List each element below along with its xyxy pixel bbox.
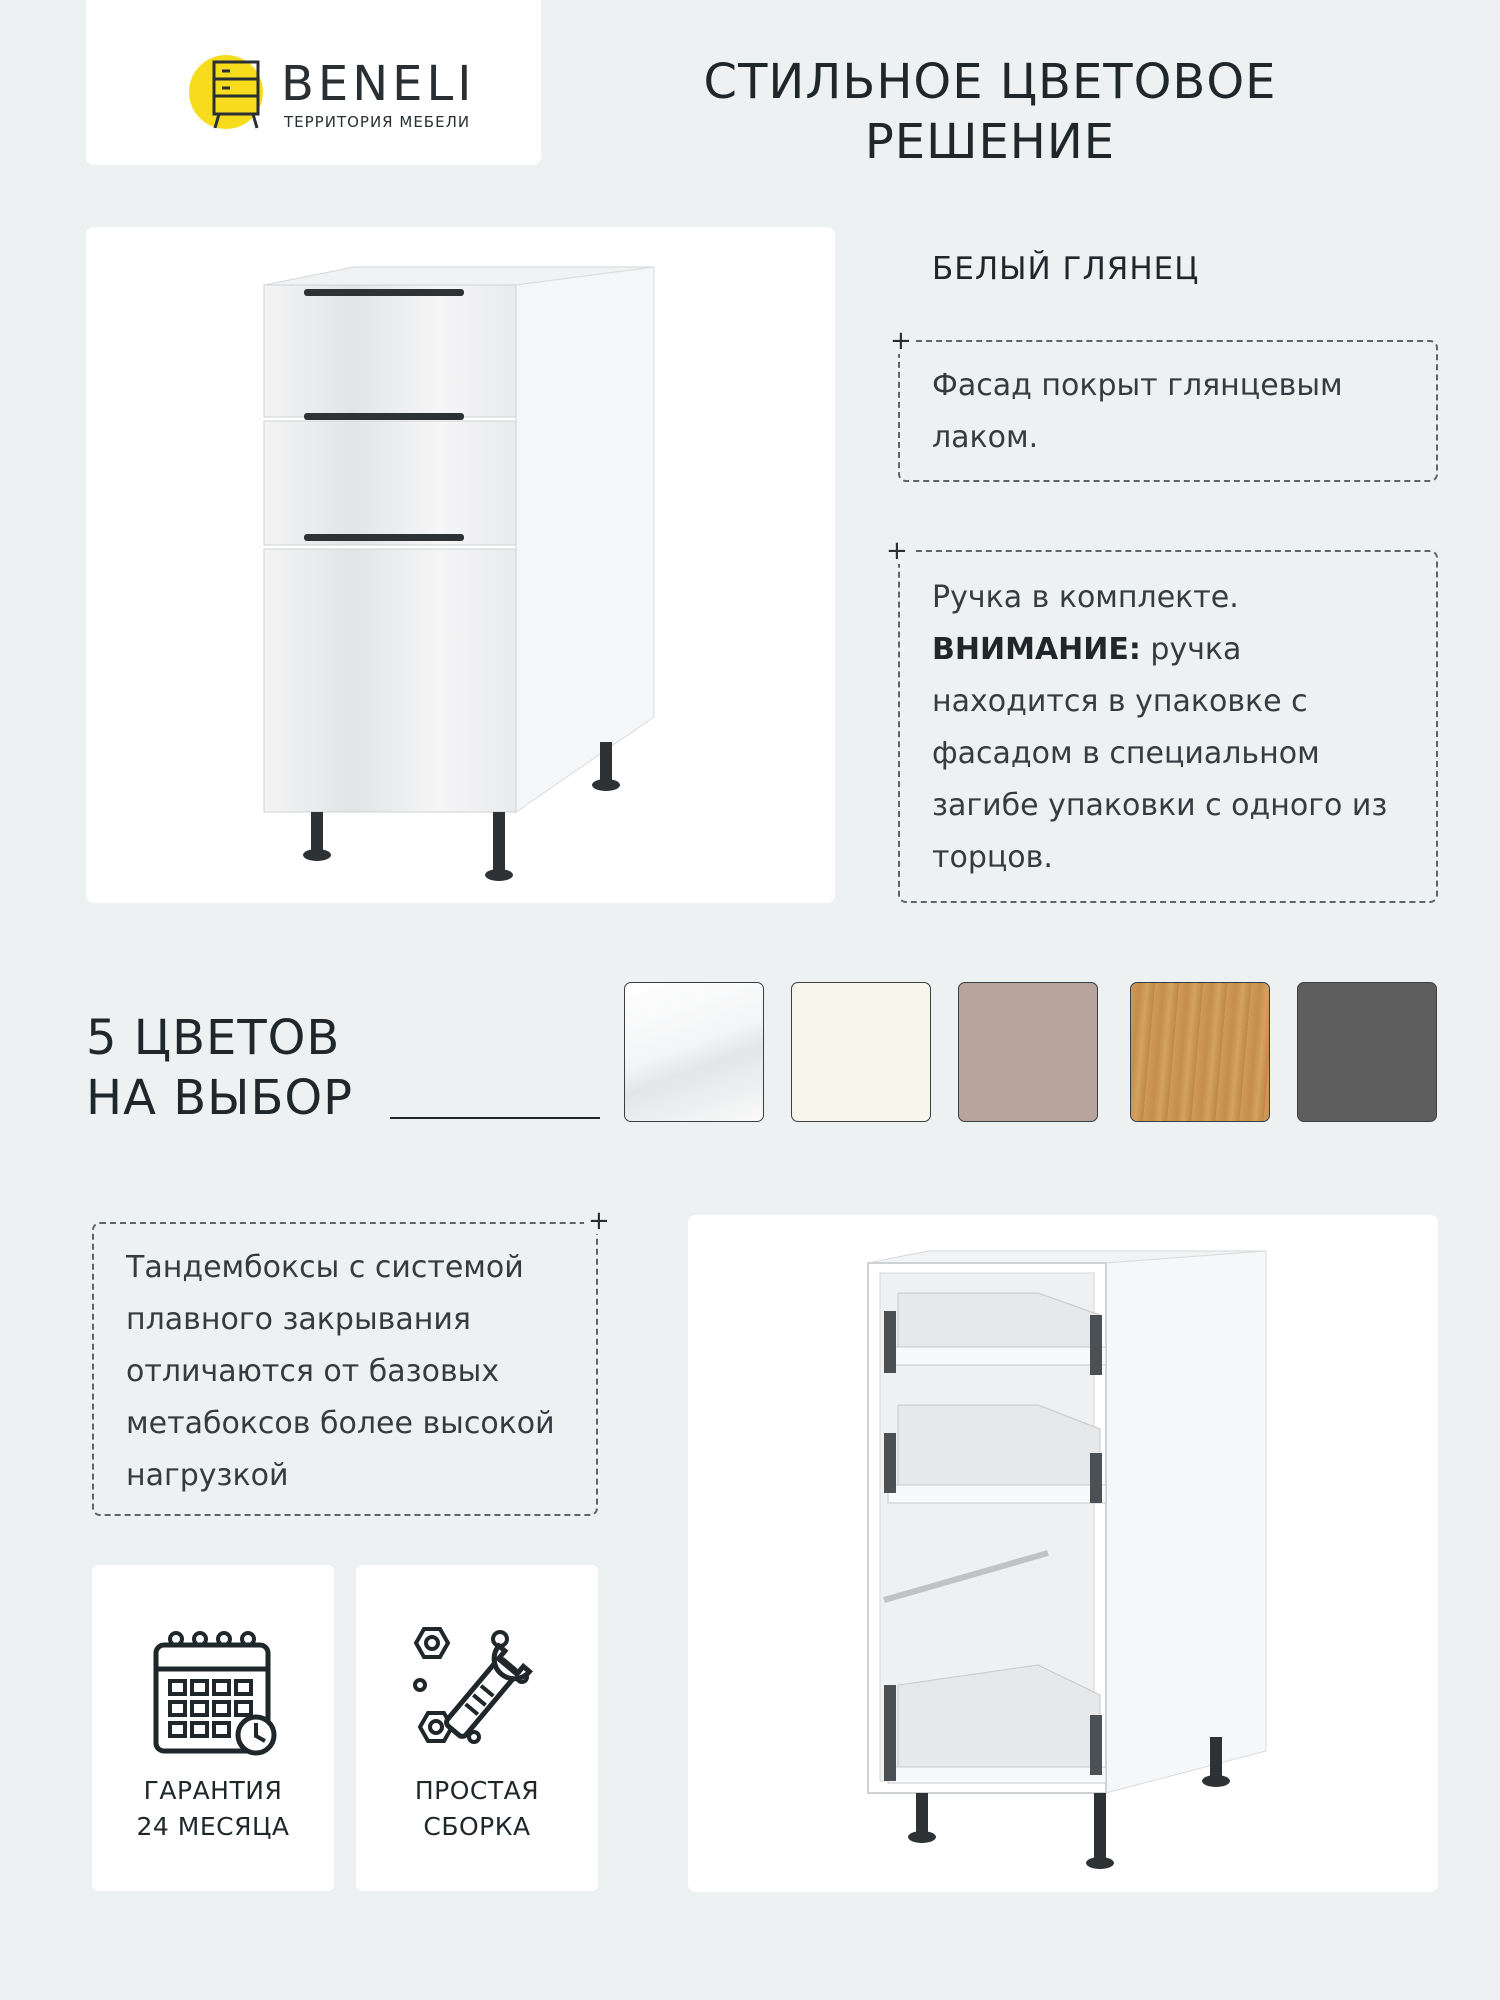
- gloss-note-text: Фасад покрыт глянцевым лаком.: [932, 368, 1343, 455]
- page-title: [640, 52, 1340, 172]
- calendar-clock-icon: [138, 1617, 288, 1767]
- brand-name: BENELI: [281, 56, 476, 112]
- plus-icon: +: [882, 538, 912, 564]
- tandem-note-text: Тандембоксы с системой плавного закрывания отличаются от базовых метабоксов более высокой нагрузкой: [126, 1250, 555, 1493]
- brand-logo[interactable]: [186, 50, 486, 140]
- handle-note-lead: Ручка в комплекте.: [932, 580, 1239, 615]
- colors-title-line2: НА ВЫБОР: [86, 1070, 354, 1126]
- wrench-bolts-icon: [402, 1617, 552, 1767]
- feature-label-line2: 24 МЕСЯЦА: [136, 1812, 290, 1841]
- brand-tagline: ТЕРРИТОРИЯ МЕБЕЛИ: [284, 113, 471, 131]
- feature-card-warranty: [92, 1565, 334, 1891]
- swatch-white-gloss[interactable]: [624, 982, 764, 1122]
- logo-panel: [86, 0, 541, 165]
- handle-note-text: [932, 572, 1416, 884]
- feature-label-line2: СБОРКА: [423, 1812, 531, 1841]
- swatch-graphite[interactable]: [1297, 982, 1437, 1122]
- page-title-line2: РЕШЕНИЕ: [864, 114, 1116, 170]
- swatch-oak-artisan[interactable]: [1130, 982, 1270, 1122]
- page-title-line1: СТИЛЬНОЕ ЦВЕТОВОЕ: [703, 54, 1277, 110]
- colors-underline: [390, 1117, 600, 1119]
- feature-label-line1: ГАРАНТИЯ: [143, 1776, 283, 1805]
- feature-card-assembly: [356, 1565, 598, 1891]
- product-image-closed: [86, 227, 835, 903]
- feature-label-assembly: [356, 1773, 598, 1845]
- plus-icon: +: [584, 1208, 614, 1234]
- gloss-note-box: [898, 340, 1438, 482]
- handle-note-rest: ручка находится в упаковке с фасадом в специальном загибе упаковки с одного из торцов.: [932, 632, 1388, 875]
- plus-icon: +: [886, 328, 916, 354]
- swatch-cream[interactable]: [791, 982, 931, 1122]
- finish-title: БЕЛЫЙ ГЛЯНЕЦ: [932, 251, 1200, 287]
- swatch-cappuccino[interactable]: [958, 982, 1098, 1122]
- tandem-note-box: [92, 1222, 598, 1516]
- cabinet-open-illustration: [688, 1215, 1438, 1892]
- dresser-logo-icon: [186, 50, 276, 140]
- handle-note-box: [898, 550, 1438, 903]
- colors-title: [86, 1008, 353, 1128]
- cabinet-closed-illustration: [86, 227, 835, 903]
- feature-label-line1: ПРОСТАЯ: [414, 1776, 540, 1805]
- colors-title-line1: 5 ЦВЕТОВ: [86, 1010, 341, 1066]
- feature-label-warranty: [92, 1773, 334, 1845]
- handle-note-warning: ВНИМАНИЕ:: [932, 632, 1141, 667]
- product-image-open: [688, 1215, 1438, 1892]
